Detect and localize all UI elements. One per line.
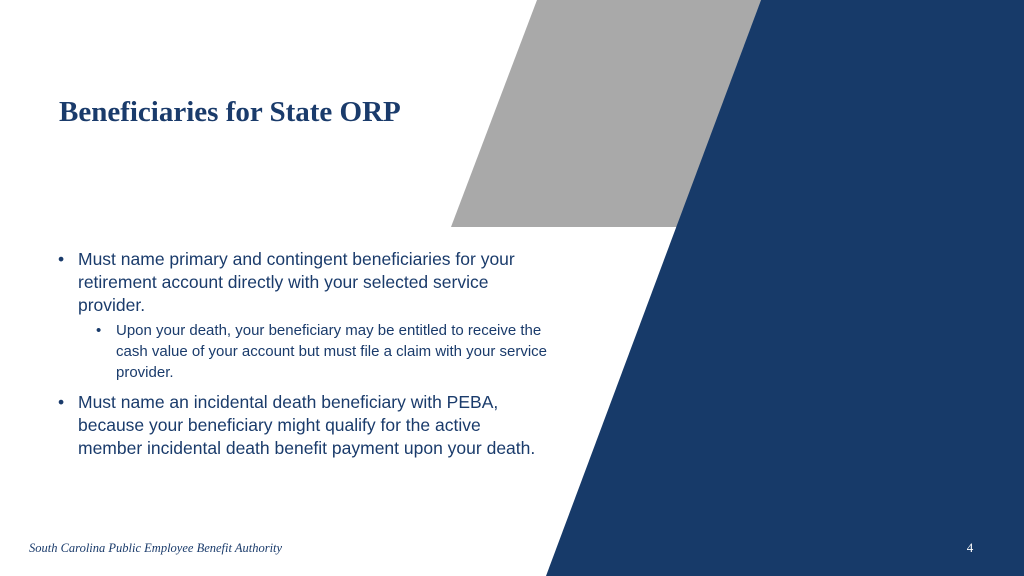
sub-bullet-list: [96, 320, 548, 383]
bullet-text: Must name primary and contingent beneficiaries for your retirement account directly with your selected service provider.: [78, 249, 515, 315]
sub-bullet-dot: •: [96, 322, 102, 339]
bullet-item: [58, 248, 548, 383]
sub-bullet-text: Upon your death, your beneficiary may be entitled to receive the cash value of your account but must file a claim with your service provider.: [116, 322, 548, 381]
bullet-dot: •: [58, 392, 65, 412]
bullet-item: [58, 391, 548, 460]
slide-title: Beneficiaries for State ORP: [59, 96, 401, 128]
sub-bullet-item: [96, 320, 548, 383]
bullet-dot: •: [58, 249, 65, 269]
bullet-list: [58, 248, 548, 460]
footer-organization: South Carolina Public Employee Benefit Authority: [29, 541, 283, 555]
page-number: 4: [966, 540, 974, 555]
bullet-text: Must name an incidental death beneficiary with PEBA, because your beneficiary might qualify for the active member incidental death benefit payment upon your death.: [78, 392, 536, 458]
